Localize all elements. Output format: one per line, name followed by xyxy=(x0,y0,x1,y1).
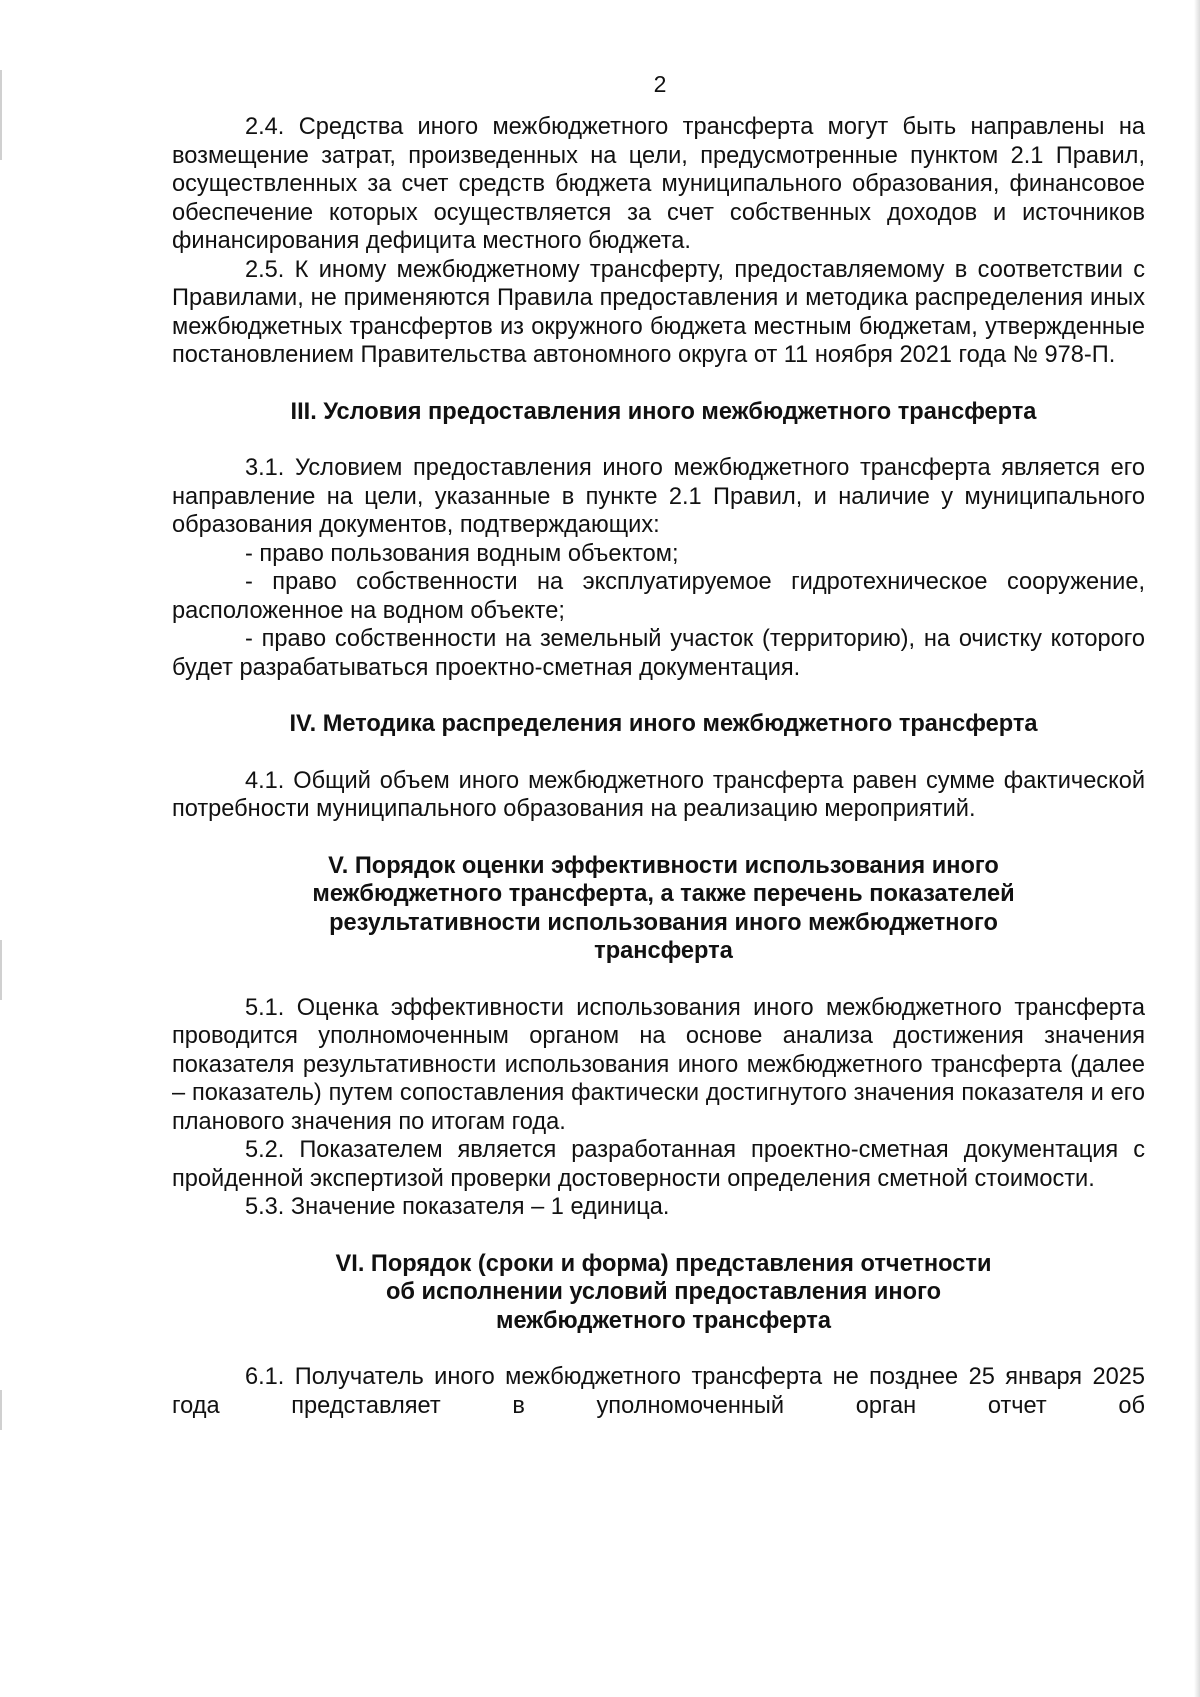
heading-line: III. Условия предоставления иного межбюджетного трансферта xyxy=(290,398,1037,425)
heading-line: IV. Методика распределения иного межбюджетного трансферта xyxy=(289,711,1038,737)
heading-line: межбюджетного трансферта xyxy=(495,1307,831,1334)
list-item-hydro-structure: - право собственности на эксплуатируемое гидротехническое сооружение, расположенное на водном объекте; xyxy=(172,569,1145,624)
spacer xyxy=(172,682,1145,710)
spacer xyxy=(172,824,1145,852)
paragraph-6-1: 6.1. Получатель иного межбюджетного трансферта не позднее 25 января 2025 года представляет в уполномоченный орган отчет об xyxy=(172,1364,1145,1419)
spacer xyxy=(172,370,1145,398)
paragraph-5-3: 5.3. Значение показателя – 1 единица. xyxy=(245,1194,670,1220)
section-heading-vi xyxy=(172,1250,1145,1336)
heading-line: трансферта xyxy=(594,938,733,964)
section-heading-v xyxy=(172,852,1145,966)
list-item-land-plot: - право собственности на земельный участок (территорию), на очистку которого будет разрабатываться проектно-сметная документация. xyxy=(172,626,1145,681)
paragraph-5-2: 5.2. Показателем является разработанная проектно-сметная документация с пройденной экспертизой проверки достоверности определения сметной стоимости. xyxy=(172,1137,1145,1192)
section-heading-iv xyxy=(172,710,1145,739)
spacer xyxy=(172,966,1145,994)
heading-line: результативности использования иного межбюджетного xyxy=(329,909,998,936)
page-number: 2 xyxy=(653,71,667,97)
section-heading-iii xyxy=(172,398,1145,427)
heading-line: V. Порядок оценки эффективности использования иного xyxy=(328,852,999,879)
spacer xyxy=(172,1222,1145,1250)
spacer xyxy=(172,1335,1145,1363)
page-edge-shadow xyxy=(1194,0,1200,1697)
paragraph-5-1: 5.1. Оценка эффективности использования иного межбюджетного трансферта проводится уполномоченным органом на основе анализа достижения значения показателя результативности использования иного межбюджетного трансферта (далее – показатель) путем сопоставления фактически достигнутого значения показателя и его планового значения по итогам года. xyxy=(172,994,1145,1135)
scan-edge-mark xyxy=(0,940,2,1000)
heading-line: межбюджетного трансферта, а также перечень показателей xyxy=(312,881,1015,907)
spacer xyxy=(172,426,1145,454)
document-body xyxy=(172,113,1145,1420)
paragraph-2-5: 2.5. К иному межбюджетному трансферту, предоставляемому в соответствии с Правилами, не применяются Правила предоставления и методика распределения иных межбюджетных трансфертов из окружного бюджета местным бюджетам, утвержденные постановлением Правительства автономного округа от 11 ноября 2021 года № 978-П. xyxy=(172,256,1145,368)
heading-line: об исполнении условий предоставления иного xyxy=(385,1279,942,1305)
scan-edge-mark xyxy=(0,1390,2,1430)
paragraph-3-1: 3.1. Условием предоставления иного межбюджетного трансферта является его направление на цели, указанные в пункте 2.1 Правил, и наличие у муниципального образования документов, подтверждающих: xyxy=(172,455,1145,538)
list-item-water-use: - право пользования водным объектом; xyxy=(245,540,679,567)
paragraph-4-1: 4.1. Общий объем иного межбюджетного трансферта равен сумме фактической потребности муниципального образования на реализацию мероприятий. xyxy=(172,767,1145,822)
paragraph-2-4: 2.4. Средства иного межбюджетного трансферта могут быть направлены на возмещение затрат, произведенных на цели, предусмотренные пунктом 2.1 Правил, осуществленных за счет средств бюджета муниципального образования, финансовое обеспечение которых осуществляется за счет собственных доходов и источников финансирования дефицита местного бюджета. xyxy=(172,114,1145,254)
spacer xyxy=(172,739,1145,767)
heading-line: VI. Порядок (сроки и форма) представления отчетности xyxy=(335,1250,992,1277)
